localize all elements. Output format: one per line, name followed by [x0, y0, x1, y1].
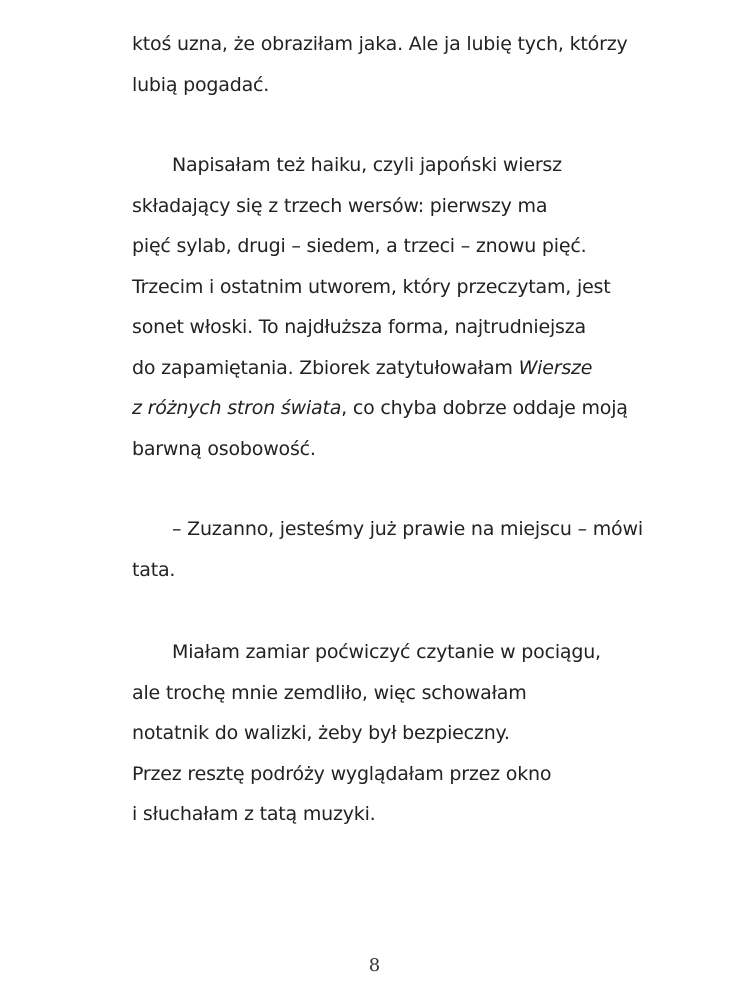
text-line: Miałam zamiar poćwiczyć czytanie w pociągu,	[172, 641, 601, 663]
text-line	[132, 388, 672, 429]
text-span: , co chyba dobrze oddaje moją	[341, 397, 628, 419]
text-line: tata.	[132, 558, 176, 581]
paragraph-4	[132, 632, 672, 835]
page-number: 8	[368, 955, 381, 976]
text-line: Napisałam też haiku, czyli japoński wiersz	[172, 154, 562, 176]
text-line: ktoś uzna, że obraziłam jaka. Ale ja lubię tych, którzy	[132, 33, 628, 55]
text-line: Trzecim i ostatnim utworem, który przeczytam, jest	[132, 275, 611, 298]
paragraph-2	[132, 145, 672, 469]
text-line: i słuchałam z tatą muzyki.	[132, 803, 376, 825]
text-line: składający się z trzech wersów: pierwszy ma	[132, 194, 548, 217]
text-line: Przez resztę podróży wyglądałam przez okno	[132, 762, 552, 785]
text-line	[132, 348, 672, 389]
book-title-italic: Wiersze	[518, 356, 593, 379]
paragraph-1	[132, 24, 672, 105]
text-span: do zapamiętania. Zbiorek zatytułowałam	[132, 356, 519, 379]
text-line: notatnik do walizki, żeby był bezpieczny.	[132, 722, 510, 744]
book-title-italic: z różnych stron świata	[132, 397, 342, 419]
text-line: sonet włoski. To najdłuższa forma, najtrudniejsza	[132, 316, 586, 338]
text-line: ale trochę mnie zemdliło, więc schowałam	[132, 681, 527, 704]
text-line: lubią pogadać.	[132, 73, 270, 96]
text-line: pięć sylab, drugi – siedem, a trzeci – znowu pięć.	[132, 235, 587, 257]
text-line: – Zuzanno, jesteśmy już prawie na miejscu – mówi	[172, 518, 643, 540]
paragraph-3	[132, 509, 672, 590]
text-line: barwną osobowość.	[132, 437, 316, 460]
